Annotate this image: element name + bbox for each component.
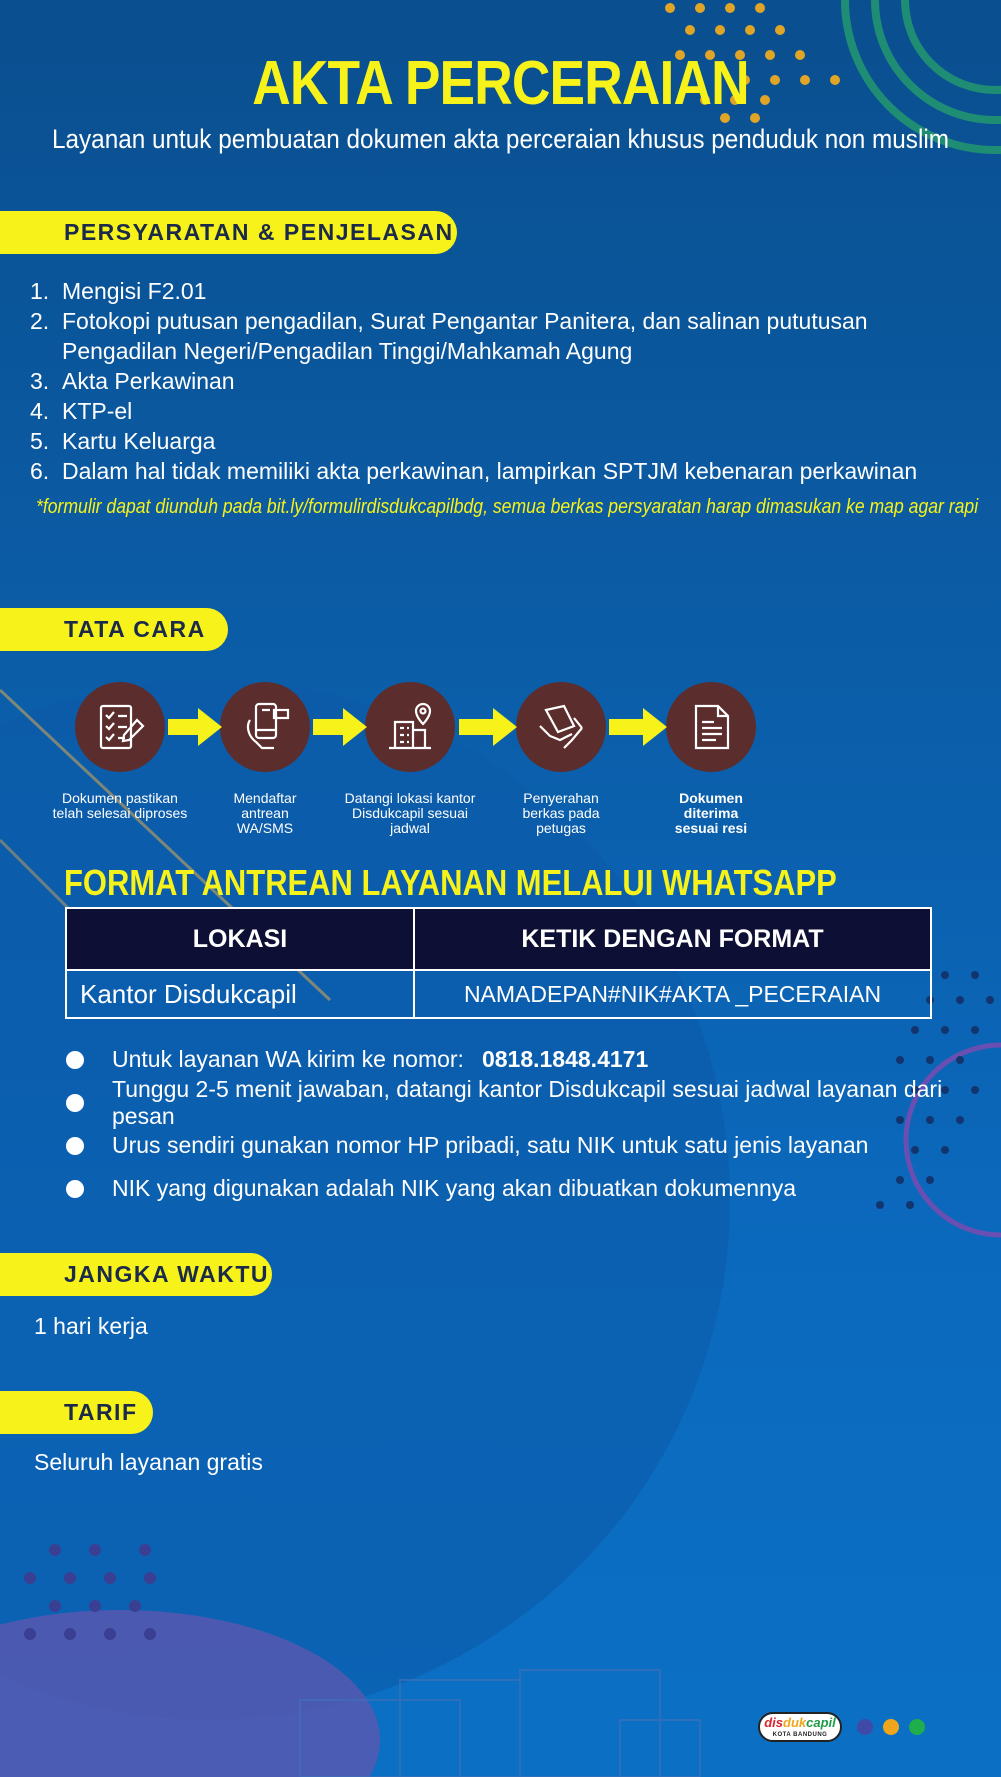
whatsapp-notes bbox=[66, 1038, 966, 1210]
list-item bbox=[30, 426, 970, 456]
bullet-text: Tunggu 2-5 menit jawaban, datangi kantor Disdukcapil sesuai jadwal layanan dari pesan bbox=[112, 1075, 943, 1129]
item-text: Dalam hal tidak memiliki akta perkawinan, lampirkan SPTJM kebenaran perkawinan bbox=[62, 458, 918, 484]
bullet-icon bbox=[66, 1137, 84, 1155]
logo-wordmark bbox=[760, 1717, 840, 1729]
phone-hand-icon bbox=[220, 682, 310, 772]
page-subtitle: Layanan untuk pembuatan dokumen akta perceraian khusus penduduk non muslim bbox=[52, 124, 949, 154]
bullet-icon bbox=[66, 1180, 84, 1198]
item-text: KTP-el bbox=[62, 398, 133, 424]
disdukcapil-logo bbox=[758, 1712, 842, 1742]
green-dot-icon bbox=[909, 1719, 925, 1735]
step-label: Mendaftar antrean WA/SMS bbox=[233, 790, 297, 836]
list-item bbox=[30, 306, 970, 366]
table-row bbox=[66, 970, 931, 1018]
list-item bbox=[30, 456, 970, 486]
location-building-icon bbox=[365, 682, 455, 772]
step-label: Datangi lokasi kantor Disdukcapil sesuai jadwal bbox=[344, 790, 476, 836]
arrow-icon bbox=[168, 708, 222, 746]
list-item bbox=[66, 1124, 966, 1167]
item-number: 1. bbox=[30, 278, 50, 304]
procedure-heading bbox=[0, 608, 228, 651]
item-number: 2. bbox=[30, 308, 50, 334]
column-header: LOKASI bbox=[66, 908, 414, 970]
item-number: 5. bbox=[30, 428, 50, 454]
logo-part: dis bbox=[764, 1715, 784, 1730]
bullet-text: NIK yang digunakan adalah NIK yang akan dibuatkan dokumennya bbox=[112, 1175, 797, 1201]
table-cell: Kantor Disdukcapil bbox=[66, 970, 414, 1018]
logo-subtitle: KOTA BANDUNG bbox=[772, 1732, 828, 1738]
item-text: Fotokopi putusan pengadilan, Surat Pengantar Panitera, dan salinan pututusan Pengadilan Negeri/Pengadilan Tinggi/Mahkamah Agung bbox=[62, 308, 868, 364]
whatsapp-format-heading: FORMAT ANTREAN LAYANAN MELALUI WHATSAPP bbox=[64, 862, 837, 903]
fee-heading bbox=[0, 1391, 153, 1434]
logo-part: capil bbox=[806, 1715, 836, 1730]
arrow-icon bbox=[313, 708, 367, 746]
checklist-icon bbox=[75, 682, 165, 772]
table-cell: NAMADEPAN#NIK#AKTA _PECERAIAN bbox=[414, 970, 931, 1018]
list-item bbox=[66, 1075, 966, 1129]
fee-heading-label: TARIF bbox=[64, 1399, 138, 1425]
yellow-dot-icon bbox=[883, 1719, 899, 1735]
procedure-heading-label: TATA CARA bbox=[64, 616, 206, 642]
requirements-heading-label: PERSYARATAN & PENJELASAN bbox=[64, 219, 454, 245]
bullet-icon bbox=[66, 1094, 84, 1112]
item-number: 3. bbox=[30, 368, 50, 394]
requirements-heading bbox=[0, 211, 457, 254]
table-header-row bbox=[66, 908, 931, 970]
bullet-icon bbox=[66, 1051, 84, 1069]
requirements-note: *formulir dapat diunduh pada bit.ly/formulirdisdukcapilbdg, semua berkas persyaratan harap dimasukan ke map agar rapi bbox=[36, 496, 979, 518]
step-label: Penyerahan berkas pada petugas bbox=[522, 790, 600, 836]
duration-heading-label: JANGKA WAKTU bbox=[64, 1261, 269, 1287]
blue-dot-icon bbox=[857, 1719, 873, 1735]
list-item bbox=[30, 396, 970, 426]
duration-heading bbox=[0, 1253, 272, 1296]
bullet-text: Urus sendiri gunakan nomor HP pribadi, satu NIK untuk satu jenis layanan bbox=[112, 1132, 869, 1158]
logo-part: duk bbox=[783, 1715, 807, 1730]
list-item bbox=[30, 366, 970, 396]
format-table bbox=[65, 907, 932, 1019]
list-item bbox=[30, 276, 970, 306]
item-number: 6. bbox=[30, 458, 50, 484]
arrow-icon bbox=[459, 708, 517, 746]
bullet-text: Untuk layanan WA kirim ke nomor: bbox=[112, 1046, 464, 1072]
item-text: Mengisi F2.01 bbox=[62, 278, 207, 304]
page-title: AKTA PERCERAIAN bbox=[252, 49, 749, 118]
arrow-icon bbox=[609, 708, 667, 746]
step-label: Dokumen pastikan telah selesai diproses bbox=[52, 790, 188, 821]
item-number: 4. bbox=[30, 398, 50, 424]
fee-text: Seluruh layanan gratis bbox=[34, 1449, 263, 1475]
item-text: Akta Perkawinan bbox=[62, 368, 235, 394]
column-header: KETIK DENGAN FORMAT bbox=[414, 908, 931, 970]
step-label: Dokumen diterima sesuai resi bbox=[674, 790, 748, 836]
list-item bbox=[66, 1167, 966, 1210]
wa-phone-number: 0818.1848.4171 bbox=[481, 1046, 649, 1072]
document-icon bbox=[666, 682, 756, 772]
item-text: Kartu Keluarga bbox=[62, 428, 216, 454]
duration-text: 1 hari kerja bbox=[34, 1313, 148, 1339]
handover-icon bbox=[516, 682, 606, 772]
requirements-list bbox=[30, 276, 970, 486]
